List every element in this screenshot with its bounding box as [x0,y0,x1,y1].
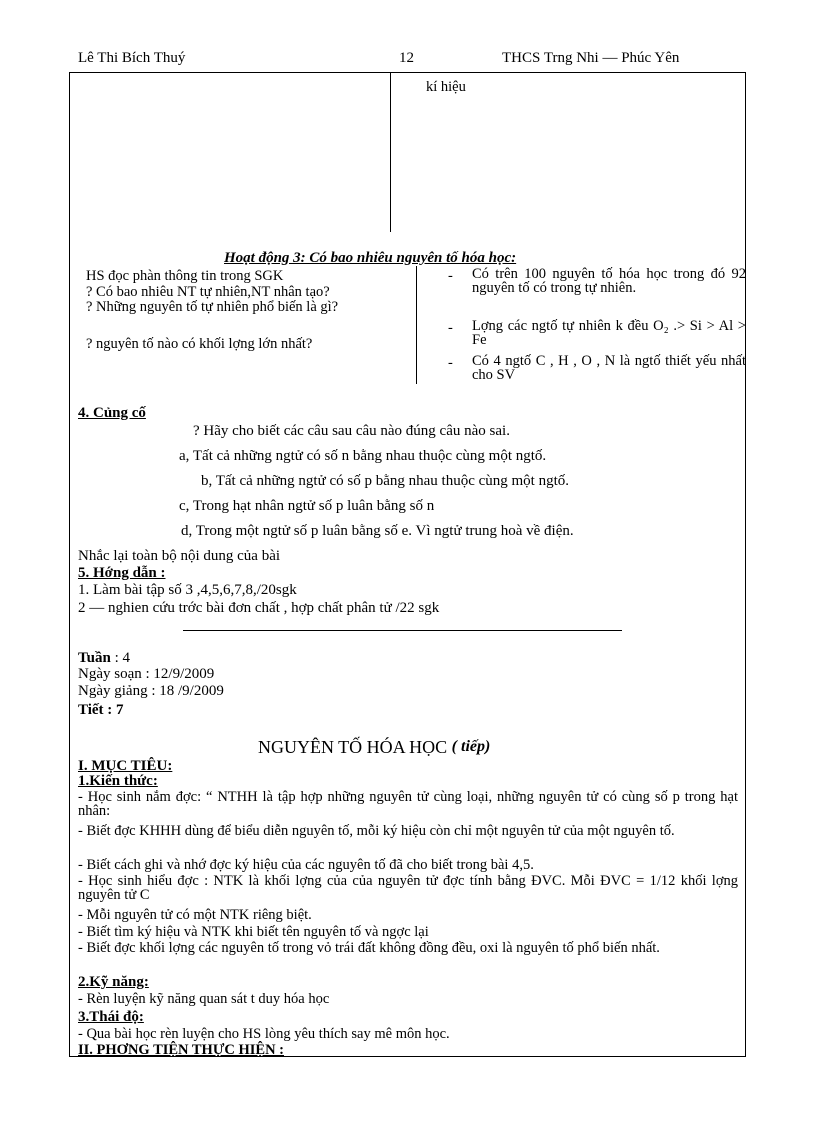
activity3-left-line: ? Có bao nhiêu NT tự nhiên,NT nhân tạo? [86,284,330,300]
attitude-line: - Qua bài học rèn luyện cho HS lòng yêu thích say mê môn học. [78,1026,450,1042]
activity3-right-item: Có 4 ngtố C , H , O , N là ngtố thiết yếu nhất cho SV [472,353,746,383]
dash-bullet: - [448,268,453,284]
huong-dan-line: 1. Làm bài tập số 3 ,4,5,6,7,8,/20sgk [78,582,297,598]
week-label: Tuần [78,650,111,666]
week-value: : 4 [110,650,130,666]
section-separator [183,630,622,631]
cung-co-question: ? Hãy cho biết các câu sau câu nào đúng câu nào sai. [193,423,510,439]
section-objectives-heading: I. MỤC TIÊU: [78,758,173,774]
knowledge-line: - Biết đợc khối lợng các nguyên tố trong vỏ trái đất không đồng đều, oxi là nguyên tố phổ biến nhất. [78,940,660,956]
knowledge-line: - Học sinh hiểu đợc : NTK là khối lợng của của nguyên tử đợc tính bằng ĐVC. Mỗi ĐVC = 1/12 khối lợng nguyên tử C [78,873,738,903]
header-page-number: 12 [399,50,414,66]
activity3-title: Hoạt động 3: Có bao nhiêu nguyên tố hóa học: [224,250,517,266]
attitude-heading: 3.Thái độ: [78,1009,144,1025]
knowledge-line: - Biết tìm ký hiệu và NTK khi biết tên nguyên tố và ngợc lại [78,924,429,940]
week-line [78,650,130,667]
dash-bullet: - [448,320,453,336]
knowledge-line: - Mỗi nguyên tử có một NTK riêng biệt. [78,907,312,923]
header-author: Lê Thi Bích Thuý [78,50,186,66]
prep-date: Ngày soạn : 12/9/2009 [78,666,215,682]
activity3-right-item: Có trên 100 nguyên tố hóa học trong đó 92 nguyên tố có trong tự nhiên. [472,266,746,296]
activity3-left-line: HS đọc phàn thông tin trong SGK [86,268,284,284]
huong-dan-line: 2 — nghien cứu trớc bài đơn chất , hợp chất phân tử /22 sgk [78,600,440,616]
dash-bullet: - [448,355,453,371]
header-school: THCS Trng Nhi — Phúc Yên [502,50,680,66]
cung-co-item: a, Tất cả những ngtử có số n bằng nhau thuộc cùng một ngtố. [179,448,547,464]
knowledge-heading: 1.Kiến thức: [78,773,158,789]
section-facilities-heading: II. PHƠNG TIỆN THỰC HIỆN : [78,1042,284,1058]
cung-co-item: c, Trong hạt nhân ngtử số p luân bằng số n [179,498,435,514]
knowledge-line: - Học sinh nắm đợc: “ NTHH là tập hợp những nguyên tử cùng loại, những nguyên tử có cùng số p trong hạt nhân: [78,789,738,819]
activity3-left-line: ? Những nguyên tố tự nhiên phổ biến là gì? [86,299,339,315]
recap-line: Nhắc lại toàn bộ nội dung của bài [78,548,281,564]
huong-dan-heading: 5. Hớng dẫn : [78,565,166,581]
cung-co-item: b, Tất cả những ngtử có số p bằng nhau thuộc cùng một ngtố. [201,473,570,489]
cung-co-item: d, Trong một ngtử số p luân bằng số e. Vì ngtử trung hoà về điện. [181,523,574,539]
lesson-title [258,737,490,758]
knowledge-line: - Biết cách ghi và nhớ đợc ký hiệu của các nguyên tố đã cho biết trong bài 4,5. [78,857,534,873]
period-label: Tiết : 7 [78,702,124,718]
skills-heading: 2.Kỹ năng: [78,974,149,990]
knowledge-line: - Biết đợc KHHH dùng để biểu diễn nguyên tố, mỗi ký hiệu còn chỉ một nguyên tử của một nguyên tố. [78,823,675,839]
activity3-divider [416,266,417,384]
top-right-cell: kí hiệu [426,79,466,95]
lesson-title-main: NGUYÊN TỐ HÓA HỌC [258,737,448,757]
lesson-title-suffix: ( tiếp) [451,738,491,755]
skills-line: - Rèn luyện kỹ năng quan sát t duy hóa học [78,991,330,1007]
teach-date: Ngày giảng : 18 /9/2009 [78,683,224,699]
top-table-divider [390,72,391,232]
activity3-left-line: ? nguyên tố nào có khối lợng lớn nhất? [86,336,313,352]
cung-co-heading: 4. Củng cố [78,405,146,421]
activity3-right-item: Lợng các ngtố tự nhiên k đều O₂ .> Si > Al > Fe [472,318,746,348]
